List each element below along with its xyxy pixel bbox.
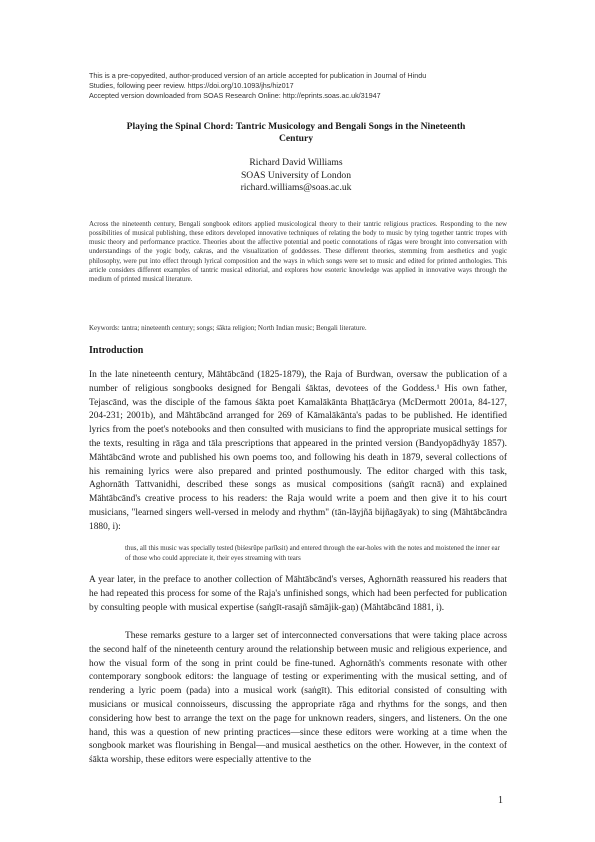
author-affiliation: SOAS University of London: [240, 169, 352, 181]
body-paragraph-3: These remarks gesture to a larger set of interconnected conversations that were taking place across the second half of the nineteenth century around the relationship between music and religious experience, and how the visual form of the song in print could be fine-tuned. Aghornāth's comments resonate with other contemporary songbook editors: the language of testing or experimenting with the musical setting, and of rendering a lyric poem (pada) into a musical work (saṅgīt). This editorial consisted of consulting with musicians or musical connoisseurs, discussing the appropriate rāga and rhythms for the songs, and then considering how best to arrange the text on the page for unknown readers, singers, and listeners. On the one hand, this was a question of new printing practices—since these editors were working at a time when the songbook market was flourishing in Bengal—and musical aesthetics on the other. However, in the context of śākta worship, these editors were especially attentive to the: [89, 631, 507, 766]
author-email[interactable]: richard.williams@soas.ac.uk: [240, 182, 352, 193]
block-quote: thus, all this music was specially tested (biśesrūpe parīksit) and entered through the ear-holes with the notes and moistened the inner ear of those who could appreciate it, their eyes streaming with tears: [125, 545, 500, 562]
section-heading-introduction: Introduction: [89, 345, 144, 356]
body-paragraph-1: In the late nineteenth century, Māhtābcānd (1825-1879), the Raja of Burdwan, oversaw the publication of a number of religious songbooks designed for Bengali śāktas, devotees of the Goddess.¹ His own father, Tejascānd, was the disciple of the famous śākta poet Kamalākānta Bhaṭṭācārya (McDermott 2001a, 84-127, 204-231; 2001b), and Māhtābcānd arranged for 269 of Kāmalākānta's padas to be published. He identified lyrics from the poet's notebooks and then consulted with musicians to find the appropriate musical settings for the texts, resulting in rāga and tāla prescriptions that appeared in the printed version (Bandyopādhyāy 1857). Māhtābcānd wrote and published his own poems too, and following his death in 1879, several collections of his remaining lyrics were also prepared and printed posthumously. The editor charged with this task, Aghornāth Tattvanidhi, described these songs as musical compositions (saṅgīt racnā) and explained Māhtābcānd's creative process to his readers: the Raja would write a poem and then give it to his court musicians, "learned singers well-versed in melody and rhythm" (tān-lāyjñā bijñagāyak) to sing (Māhtābcāndra 1880, i):: [89, 370, 507, 532]
article-title: Playing the Spinal Chord: Tantric Musicology and Bengali Songs in the Nineteenth Century: [126, 121, 466, 144]
body-paragraph-2: A year later, in the preface to another collection of Māhtābcānd's verses, Aghornāth reassured his readers that he had repeated this process for some of the Raja's unfinished songs, which had been perfected for publication by consulting people with musical expertise (saṅgīt-rasajñ sāmājik-gaṇ) (Māhtābcānd 1881, i).: [89, 575, 507, 613]
notice-line-3[interactable]: Accepted version downloaded from SOAS Research Online: http://eprints.soas.ac.uk/31947: [89, 91, 381, 100]
author-block: [150, 157, 442, 195]
abstract: Across the nineteenth century, Bengali songbook editors applied musicological theory to their tantric religious practices. Responding to the new possibilities of musical publishing, these editors developed innovative techniques of relating the body to music by tying together tantric tropes with music theory and performance practice. Theories about the affective potential and poetic connotations of rāgas were brought into conversation with understandings of the yogic body, cakras, and the visualization of goddesses. These different theories, stemming from aesthetics and yogic philosophy, were put into effect through lyrical composition and the ways in which songs were set to music and edited for printed anthologies. This article considers different examples of tantric musical editorial, and explores how esoteric knowledge was applied in innovative ways through the medium of printed musical literature.: [89, 220, 507, 283]
preprint-notice: [89, 71, 519, 101]
page-number: 1: [498, 795, 503, 806]
author-name: Richard David Williams: [249, 157, 343, 168]
notice-line-1: This is a pre-copyedited, author-produced version of an article accepted for publication in Journal of Hindu: [89, 71, 427, 80]
keywords: Keywords: tantra; nineteenth century; songs; śākta religion; North Indian music; Bengali literature.: [89, 324, 367, 332]
notice-line-2[interactable]: Studies, following peer review. https://doi.org/10.1093/jhs/hiz017: [89, 81, 294, 90]
